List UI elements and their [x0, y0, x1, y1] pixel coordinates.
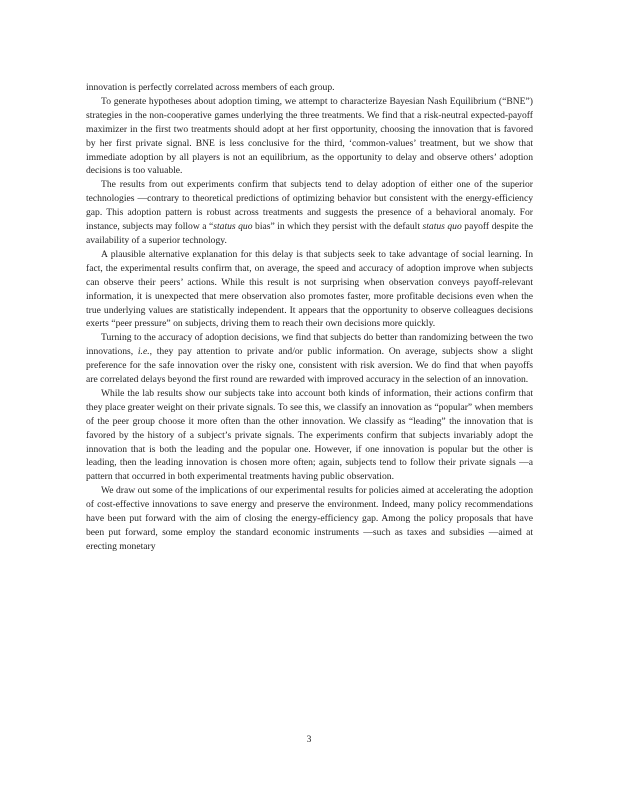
text-run: We draw out some of the implications of our experimental results for policies aimed at accelerating the adoption of cost-effective innovations to save energy and preserve the environment. Indeed, many policy recommendations have been put forward with the aim of closing the energy-efficiency gap. Among the policy proposals that have been put forward, some employ the standard economic instruments —such as taxes and subsidies —aimed at erecting monetary [86, 485, 533, 552]
text-run: innovation is perfectly correlated across members of each group. [86, 82, 335, 93]
paragraph [86, 387, 533, 484]
paragraph [86, 178, 533, 248]
paragraph [86, 81, 533, 95]
paragraph [86, 484, 533, 554]
text-run: The results from out experiments confirm that subjects tend to delay adoption of either one of the superior technologies —contrary to theoretical predictions of optimizing behavior but consistent with the energy-efficiency gap. This adoption pattern is robust across treatments and suggests the presence of a behavioral anomaly. For instance, subjects may follow a “ [86, 179, 533, 233]
text-run: A plausible alternative explanation for this delay is that subjects seek to take advantage of social learning. In fact, the experimental results confirm that, on average, the speed and accuracy of adoption improve when subjects can observe their peers’ actions. While this result is not surprising when observation conveys payoff-relevant information, it is unexpected that mere observation also promotes faster, more profitable decisions even when the true underlying values are statistically independent. It appears that the opportunity to observe colleagues decisions exerts “peer pressure” on subjects, driving them to reach their own decisions more quickly. [86, 248, 533, 330]
text-run: payoff despite the availability of a superior technology. [86, 221, 533, 246]
italic-text: status quo [422, 221, 462, 233]
text-run: To generate hypotheses about adoption timing, we attempt to characterize Bayesian Nash Equilibrium (“BNE”) strategies in the non-cooperative games underlying the three treatments. We find that a risk-neutral expected-payoff maximizer in the first two treatments should adopt at her first opportunity, choosing the innovation that is favored by her first private signal. BNE is less conclusive for the third, ‘common-values’ treatment, but we show that immediate adoption by all players is not an equilibrium, as the opportunity to delay and observe others’ adoption decisions is too valuable. [86, 95, 533, 177]
paragraph [86, 95, 533, 178]
body-text [86, 81, 533, 554]
italic-text: status quo [213, 221, 253, 233]
italic-text: i.e. [137, 346, 150, 358]
text-run: Turning to the accuracy of adoption decisions, we find that subjects do better than randomizing between the two innovations, [86, 332, 533, 358]
paragraph [86, 248, 533, 331]
text-run: While the lab results show our subjects take into account both kinds of information, their actions confirm that they place greater weight on their private signals. To see this, we classify an innovation as “popular” when members of the peer group choose it more often than the other innovation. We classify as “leading” the innovation that is favored by the history of a subject’s private signals. The experiments confirm that subjects invariably adopt the innovation that is both the leading and the popular one. However, if one innovation is popular but the other is leading, then the leading innovation is chosen more often; again, subjects tend to follow their private signals —a pattern that occurred in both experimental treatments having public observation. [86, 387, 533, 483]
paragraph [86, 331, 533, 387]
text-run: , they pay attention to private and/or public information. On average, subjects show a slight preference for the safe innovation over the risky one, consistent with risk aversion. We do find that when payoffs are correlated delays beyond the first round are rewarded with improved accuracy in the selection of an innovation. [86, 346, 533, 386]
paragraph-container [86, 81, 533, 554]
text-run: bias” in which they persist with the default [252, 221, 423, 233]
page-number: 3 [306, 734, 312, 745]
